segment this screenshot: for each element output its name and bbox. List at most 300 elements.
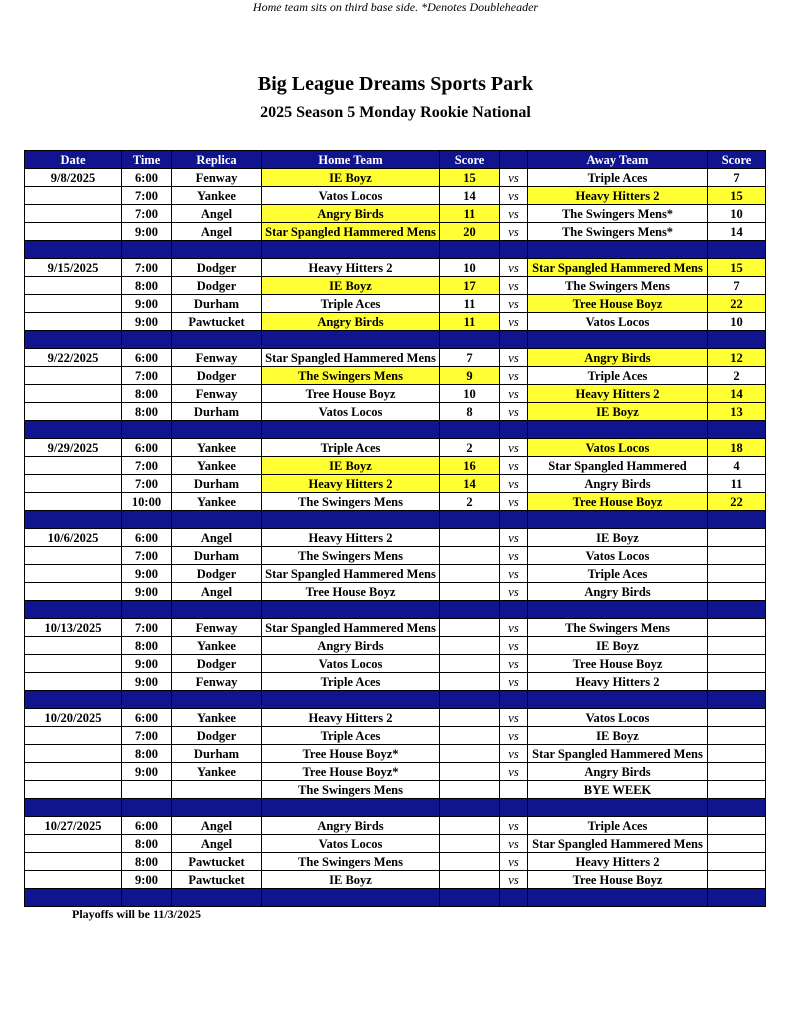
away-score: 7 [708,169,766,187]
home-team-text: Star Spangled Hammered Mens [265,566,436,581]
away-team: Tree House Boyz [528,871,708,889]
vs-label: vs [500,745,528,763]
separator-cell [708,511,766,529]
col-header-away-team: Away Team [528,151,708,169]
game-field: Fenway [172,169,262,187]
game-row [25,853,766,871]
home-score: 10 [440,259,500,277]
game-time: 7:00 [122,547,172,565]
game-field: Yankee [172,763,262,781]
game-field: Angel [172,835,262,853]
game-time: 7:00 [122,475,172,493]
game-date [25,385,122,403]
away-score: 4 [708,457,766,475]
week-separator [25,601,766,619]
away-team: Heavy Hitters 2 [528,673,708,691]
vs-label: vs [500,673,528,691]
game-row [25,619,766,637]
home-team [262,619,440,637]
separator-cell [708,889,766,907]
home-score: 11 [440,313,500,331]
home-score [440,637,500,655]
playoffs-note: Playoffs will be 11/3/2025 [72,907,201,921]
game-field: Durham [172,547,262,565]
game-time: 7:00 [122,367,172,385]
game-time: 9:00 [122,223,172,241]
separator-cell [708,601,766,619]
home-team: IE Boyz [262,457,440,475]
separator-cell [440,691,500,709]
col-header-vs [500,151,528,169]
game-date: 10/13/2025 [25,619,122,637]
separator-cell [500,691,528,709]
game-field: Durham [172,295,262,313]
home-score: 11 [440,205,500,223]
vs-label: vs [500,457,528,475]
game-field: Yankee [172,457,262,475]
game-time: 8:00 [122,835,172,853]
vs-label: vs [500,403,528,421]
separator-cell [262,421,440,439]
game-time: 7:00 [122,187,172,205]
vs-label: vs [500,727,528,745]
game-time: 7:00 [122,457,172,475]
separator-cell [122,421,172,439]
game-field: Angel [172,817,262,835]
home-score [440,619,500,637]
vs-label: vs [500,709,528,727]
separator-cell [25,799,122,817]
game-date [25,493,122,511]
separator-cell [262,691,440,709]
away-team: IE Boyz [528,637,708,655]
separator-cell [25,691,122,709]
home-score [440,781,500,799]
home-team: IE Boyz [262,871,440,889]
away-team: Star Spangled Hammered [528,457,708,475]
home-score [440,835,500,853]
game-date [25,547,122,565]
game-row [25,781,766,799]
separator-cell [440,331,500,349]
home-team-text: Star Spangled Hammered Mens [265,620,436,635]
separator-cell [500,799,528,817]
away-team: Heavy Hitters 2 [528,385,708,403]
away-team: Triple Aces [528,169,708,187]
home-score: 10 [440,385,500,403]
game-row [25,745,766,763]
week-separator [25,421,766,439]
game-field: Yankee [172,709,262,727]
vs-label: vs [500,187,528,205]
home-team: The Swingers Mens [262,781,440,799]
game-row [25,817,766,835]
separator-cell [440,799,500,817]
separator-cell [262,889,440,907]
away-score [708,529,766,547]
game-field: Dodger [172,259,262,277]
game-time: 8:00 [122,277,172,295]
separator-cell [262,511,440,529]
game-time: 7:00 [122,619,172,637]
game-date [25,727,122,745]
home-team: Tree House Boyz [262,583,440,601]
game-date [25,457,122,475]
game-row [25,223,766,241]
game-field: Dodger [172,277,262,295]
separator-cell [500,331,528,349]
separator-cell [172,601,262,619]
home-team: Vatos Locos [262,403,440,421]
away-team: IE Boyz [528,727,708,745]
game-row [25,637,766,655]
home-score: 9 [440,367,500,385]
away-score: 13 [708,403,766,421]
game-time: 7:00 [122,259,172,277]
game-date: 10/6/2025 [25,529,122,547]
home-team: Vatos Locos [262,655,440,673]
home-score [440,745,500,763]
game-row [25,277,766,295]
game-row [25,709,766,727]
game-field: Pawtucket [172,313,262,331]
vs-label: vs [500,619,528,637]
away-score [708,565,766,583]
away-team: Triple Aces [528,817,708,835]
game-time: 6:00 [122,439,172,457]
col-header-replica: Replica [172,151,262,169]
vs-label: vs [500,313,528,331]
game-field: Angel [172,223,262,241]
home-score: 2 [440,493,500,511]
away-team: Angry Birds [528,349,708,367]
separator-cell [172,799,262,817]
away-score [708,871,766,889]
home-team: Angry Birds [262,637,440,655]
separator-cell [708,799,766,817]
game-time: 9:00 [122,871,172,889]
game-date [25,637,122,655]
separator-cell [708,421,766,439]
home-score: 11 [440,295,500,313]
separator-cell [528,421,708,439]
game-date [25,655,122,673]
home-score [440,565,500,583]
separator-cell [172,889,262,907]
game-row [25,367,766,385]
away-score [708,547,766,565]
game-time: 6:00 [122,169,172,187]
home-team: IE Boyz [262,169,440,187]
game-date: 9/22/2025 [25,349,122,367]
away-team: Heavy Hitters 2 [528,853,708,871]
vs-label: vs [500,259,528,277]
game-field: Pawtucket [172,853,262,871]
game-date [25,853,122,871]
game-field: Angel [172,205,262,223]
home-team: Tree House Boyz* [262,745,440,763]
vs-label: vs [500,295,528,313]
home-team: The Swingers Mens [262,493,440,511]
game-time: 9:00 [122,763,172,781]
away-score: 14 [708,223,766,241]
separator-cell [528,241,708,259]
game-row [25,169,766,187]
vs-label: vs [500,763,528,781]
game-date [25,781,122,799]
home-score [440,727,500,745]
game-field: Dodger [172,655,262,673]
schedule-note: Home team sits on third base side. *Denotes Doubleheader [252,0,539,14]
separator-cell [262,331,440,349]
week-separator [25,889,766,907]
home-team: Tree House Boyz [262,385,440,403]
home-team: Triple Aces [262,439,440,457]
home-team [262,565,440,583]
game-row [25,349,766,367]
away-score [708,835,766,853]
game-row [25,547,766,565]
home-team: Heavy Hitters 2 [262,475,440,493]
game-row [25,403,766,421]
schedule-body [25,169,766,907]
away-team: The Swingers Mens* [528,223,708,241]
separator-cell [528,331,708,349]
game-time: 9:00 [122,295,172,313]
game-field: Durham [172,475,262,493]
away-score: 15 [708,187,766,205]
away-team: Angry Birds [528,475,708,493]
away-team: Vatos Locos [528,547,708,565]
game-time: 9:00 [122,313,172,331]
game-date: 10/27/2025 [25,817,122,835]
separator-cell [528,799,708,817]
week-separator [25,691,766,709]
away-score: 7 [708,277,766,295]
separator-cell [500,511,528,529]
home-team: Vatos Locos [262,187,440,205]
away-team: Vatos Locos [528,439,708,457]
separator-cell [172,331,262,349]
home-team: The Swingers Mens [262,367,440,385]
home-team-text: Star Spangled Hammered Mens [265,224,436,239]
separator-cell [500,241,528,259]
game-time: 7:00 [122,727,172,745]
separator-cell [708,241,766,259]
home-team: Triple Aces [262,727,440,745]
game-field: Yankee [172,493,262,511]
away-score [708,673,766,691]
separator-cell [122,889,172,907]
game-row [25,385,766,403]
game-date: 9/29/2025 [25,439,122,457]
separator-cell [500,889,528,907]
home-team: Tree House Boyz* [262,763,440,781]
home-score [440,853,500,871]
game-date: 9/8/2025 [25,169,122,187]
separator-cell [122,511,172,529]
home-score: 7 [440,349,500,367]
home-team: The Swingers Mens [262,853,440,871]
vs-label: vs [500,277,528,295]
separator-cell [25,889,122,907]
game-date [25,565,122,583]
away-score [708,619,766,637]
separator-cell [172,421,262,439]
week-separator [25,799,766,817]
home-team: Heavy Hitters 2 [262,529,440,547]
game-date [25,295,122,313]
game-field: Durham [172,745,262,763]
home-team: Heavy Hitters 2 [262,709,440,727]
home-team [262,223,440,241]
game-row [25,187,766,205]
away-team-text: Star Spangled Hammered Mens [532,260,703,275]
vs-label: vs [500,349,528,367]
away-score [708,637,766,655]
separator-cell [500,601,528,619]
game-row [25,295,766,313]
separator-cell [440,241,500,259]
separator-cell [440,601,500,619]
game-date [25,187,122,205]
home-score: 2 [440,439,500,457]
game-date [25,223,122,241]
home-team: Heavy Hitters 2 [262,259,440,277]
game-date [25,763,122,781]
game-time: 10:00 [122,493,172,511]
vs-label: vs [500,367,528,385]
away-score: 18 [708,439,766,457]
away-team: Vatos Locos [528,709,708,727]
game-time: 9:00 [122,673,172,691]
game-time: 6:00 [122,529,172,547]
home-team: Triple Aces [262,295,440,313]
vs-label: vs [500,565,528,583]
away-team [528,745,708,763]
game-row [25,763,766,781]
game-field: Angel [172,529,262,547]
vs-label: vs [500,655,528,673]
away-score [708,817,766,835]
home-team: Triple Aces [262,673,440,691]
vs-label: vs [500,817,528,835]
home-score [440,871,500,889]
game-date [25,745,122,763]
game-date [25,403,122,421]
away-team-text: Star Spangled Hammered Mens [532,836,703,851]
away-team: The Swingers Mens* [528,205,708,223]
home-score: 17 [440,277,500,295]
home-score [440,583,500,601]
game-time: 6:00 [122,817,172,835]
away-team: Triple Aces [528,367,708,385]
away-team [528,259,708,277]
away-team: Tree House Boyz [528,655,708,673]
separator-cell [122,601,172,619]
home-team [262,349,440,367]
away-score: 10 [708,313,766,331]
separator-cell [440,511,500,529]
game-field: Yankee [172,187,262,205]
home-score: 8 [440,403,500,421]
col-header-home-score: Score [440,151,500,169]
game-field: Dodger [172,565,262,583]
away-score: 22 [708,493,766,511]
vs-label: vs [500,853,528,871]
game-row [25,871,766,889]
home-team: Angry Birds [262,817,440,835]
game-row [25,205,766,223]
game-date [25,313,122,331]
separator-cell [25,421,122,439]
away-score: 12 [708,349,766,367]
away-score: 14 [708,385,766,403]
away-score: 11 [708,475,766,493]
separator-cell [262,799,440,817]
vs-label [500,781,528,799]
page-title: Big League Dreams Sports Park [257,73,534,95]
away-team-text: Star Spangled Hammered Mens [532,746,703,761]
separator-cell [122,241,172,259]
away-score [708,727,766,745]
away-score: 10 [708,205,766,223]
vs-label: vs [500,385,528,403]
header-row [25,151,766,169]
home-score [440,547,500,565]
separator-cell [708,691,766,709]
away-score [708,745,766,763]
separator-cell [528,691,708,709]
separator-cell [440,421,500,439]
away-team: BYE WEEK [528,781,708,799]
game-row [25,655,766,673]
game-field: Fenway [172,673,262,691]
game-row [25,529,766,547]
home-score: 15 [440,169,500,187]
separator-cell [122,691,172,709]
separator-cell [528,511,708,529]
away-team: Tree House Boyz [528,295,708,313]
game-time: 8:00 [122,853,172,871]
game-date [25,367,122,385]
separator-cell [528,889,708,907]
game-date [25,205,122,223]
schedule-table [24,150,766,907]
separator-cell [440,889,500,907]
away-team: The Swingers Mens [528,619,708,637]
game-date [25,673,122,691]
vs-label: vs [500,205,528,223]
away-team: Triple Aces [528,565,708,583]
home-score [440,655,500,673]
game-field: Angel [172,583,262,601]
game-time: 8:00 [122,745,172,763]
game-row [25,475,766,493]
vs-label: vs [500,547,528,565]
game-date [25,277,122,295]
away-score [708,763,766,781]
vs-label: vs [500,529,528,547]
away-team [528,835,708,853]
separator-cell [25,511,122,529]
game-field: Pawtucket [172,871,262,889]
game-field: Durham [172,403,262,421]
game-time: 9:00 [122,565,172,583]
game-time: 9:00 [122,583,172,601]
home-score: 16 [440,457,500,475]
col-header-away-score: Score [708,151,766,169]
